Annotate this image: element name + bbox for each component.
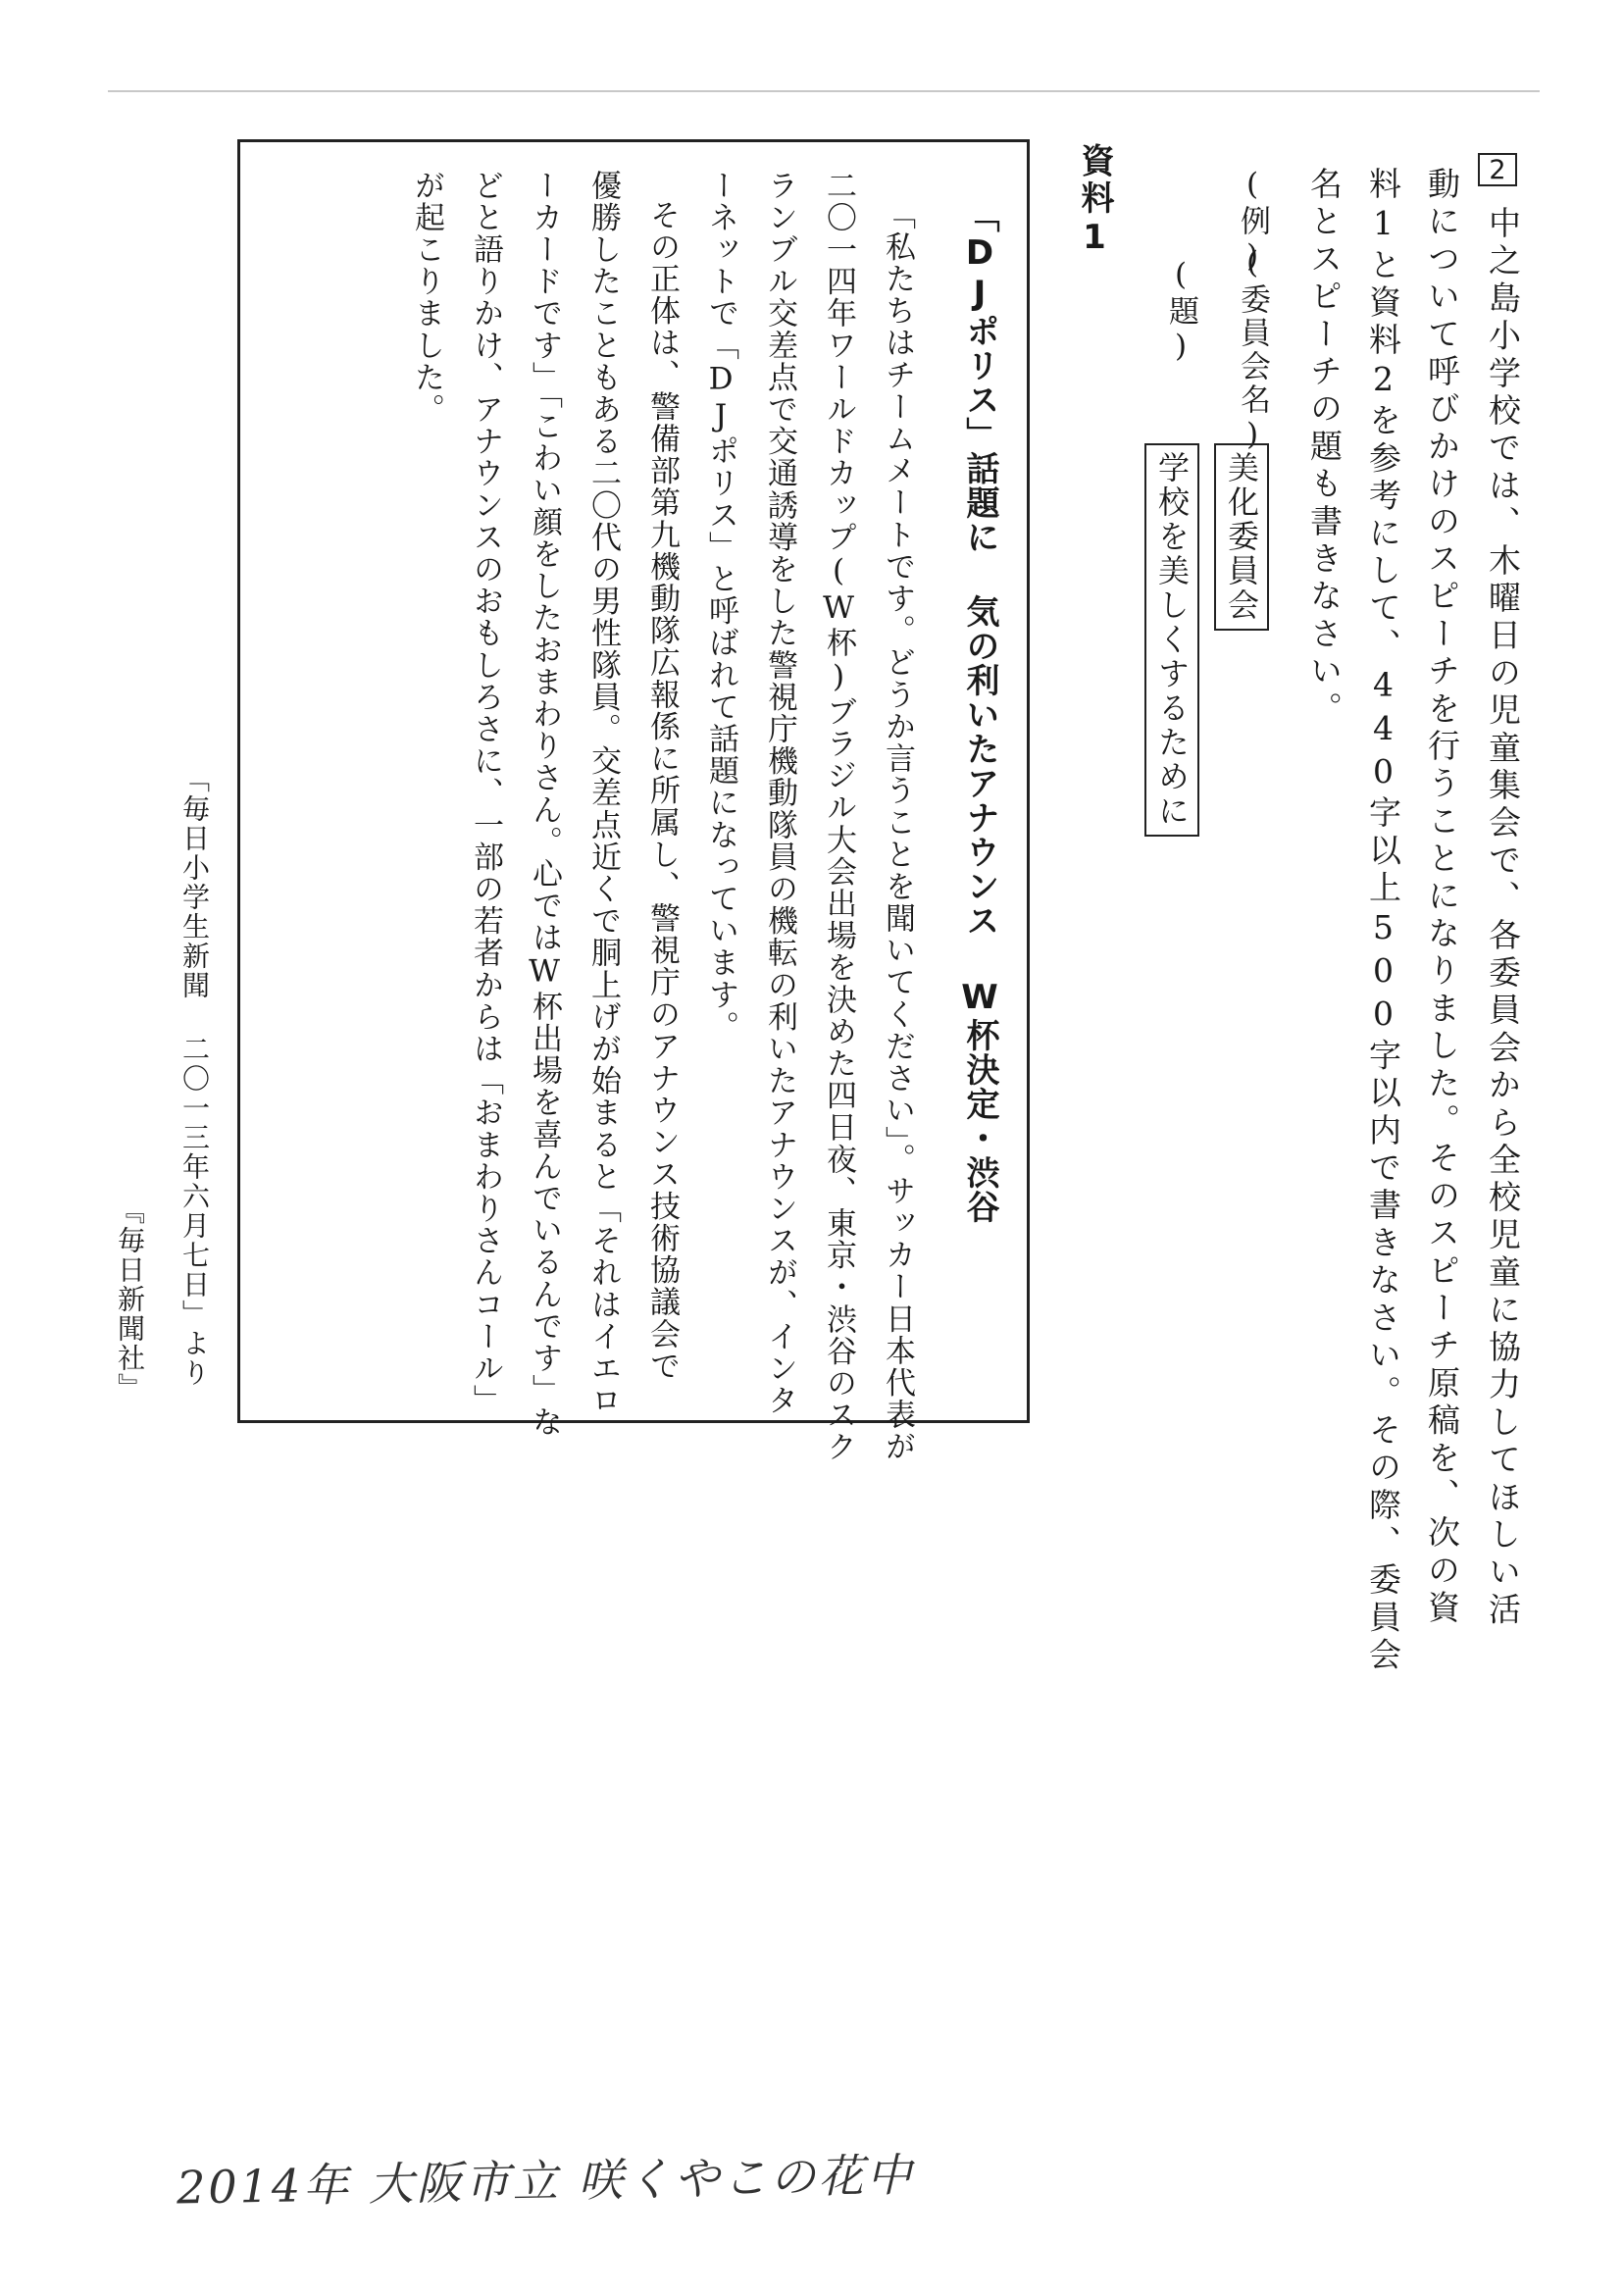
article-line-6: 優勝したこともある二〇代の男性隊員。交差点近くで胴上げが始まると「それはイエロ — [585, 170, 621, 1417]
article-line-9: が起こりました。 — [409, 170, 444, 426]
article-headline: 「DJポリス」話題に 気の利いたアナウンス W杯決定・渋谷 — [960, 199, 999, 1224]
question-number: 2 — [1478, 153, 1517, 186]
article-line-1: 「私たちはチームメートです。どうか言うことを聞いてください」。サッカー日本代表が — [880, 199, 915, 1463]
article-line-8: どと語りかけ、アナウンスのおもしろさに、一部の若者からは「おまわりさんコール」 — [468, 170, 503, 1417]
question-line-4: 名とスピーチの題も書きなさい。 — [1305, 167, 1344, 729]
title-label: (題) — [1163, 257, 1198, 367]
article-line-7: ーカードです」「こわい顔をしたおまわりさん。心ではW杯出場を喜んでいるんです」な — [527, 170, 562, 1439]
committee-value-box: 美化委員会 — [1214, 443, 1269, 631]
title-value-box: 学校を美しくするために — [1144, 443, 1199, 837]
article-citation: 「毎日小学生新聞 二〇一三年六月七日」より — [178, 765, 211, 1388]
article-line-5: その正体は、警備部第九機動隊広報係に所属し、警視庁のアナウンス技術協議会で — [644, 199, 680, 1383]
example-label: (例) — [1235, 167, 1270, 277]
question-line-1: 中之島小学校では、木曜日の児童集会で、各委員会から全校児童に協力してほしい活 — [1484, 206, 1522, 1630]
material-label: 資料1 — [1075, 143, 1114, 261]
question-line-2: 動について呼びかけのスピーチを行うことになりました。そのスピーチ原稿を、次の資 — [1423, 167, 1461, 1628]
article-box — [237, 139, 1030, 1463]
article-line-4: ーネットで「DJポリス」と呼ばれて話題になっています。 — [703, 170, 738, 1044]
committee-label: (委員会名) — [1235, 245, 1270, 455]
article-line-2: 二〇一四年ワールドカップ(W杯)ブラジル大会出場を決めた四日夜、東京・渋谷のスク — [821, 170, 856, 1463]
handwritten-note: 2014年 大阪市立 咲くやこの花中 — [176, 2148, 915, 2215]
top-rule — [108, 90, 1540, 92]
question-line-3: 料1と資料2を参考にして、440字以上500字以内で書きなさい。その際、委員会 — [1364, 167, 1402, 1675]
article-line-3: ランブル交差点で交通誘導をした警視庁機動隊員の機転の利いたアナウンスが、インタ — [762, 170, 797, 1417]
article-copyright: 『毎日新聞社』 — [114, 1197, 146, 1402]
